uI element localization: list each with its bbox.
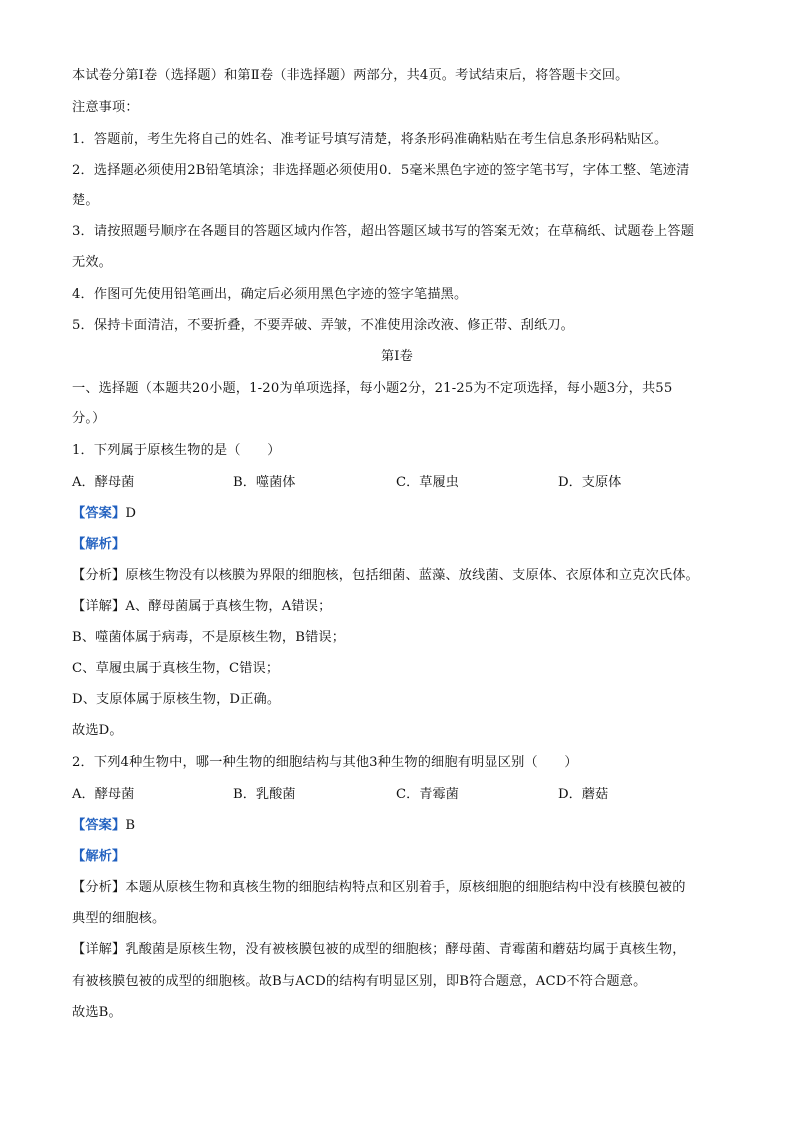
q2-fenxi-text-1: 本题从原核生物和真核生物的细胞结构特点和区别着手，原核细胞的细胞结构中没有核膜包被的: [125, 880, 686, 895]
note-4: 4．作图可先使用铅笔画出，确定后必须用黑色字迹的签字笔描黑。: [72, 287, 468, 302]
section-heading-line-2: 分。）: [72, 411, 106, 426]
q2-analysis-tag: [72, 848, 125, 866]
note-3-line-1: 3．请按照题号顺序在各题目的答题区域内作答，超出答题区域书写的答案无效；在草稿纸、试题卷上答题: [72, 224, 695, 239]
q2-option-a: A．酵母菌: [72, 787, 135, 802]
q2-detail-1: 乳酸菌是原核生物，没有被核膜包被的成型的细胞核；酵母菌、青霉菌和蘑菇均属于真核生物，: [125, 942, 686, 957]
q1-detail-2: B、噬菌体属于病毒，不是原核生物，B错误；: [72, 630, 346, 645]
q1-stem: 1．下列属于原核生物的是（ ）: [72, 443, 281, 458]
q1-option-d: D．支原体: [558, 475, 622, 490]
note-1: 1．答题前，考生先将自己的姓名、准考证号填写清楚，将条形码准确粘贴在考生信息条形码粘贴区。: [72, 132, 668, 147]
q2-detail: [72, 941, 686, 959]
fenxi-tag: 【分析】: [72, 568, 126, 583]
q1-fenxi: [72, 567, 699, 585]
detail-tag: 【详解】: [72, 942, 126, 957]
q2-answer: [72, 817, 135, 835]
q2-answer-value: B: [125, 818, 136, 833]
q1-detail: [72, 598, 331, 616]
q1-detail-1: A、酵母菌属于真核生物，A错误；: [125, 599, 332, 614]
q2-conclusion: 故选B。: [72, 1005, 122, 1020]
q1-option-a: A．酵母菌: [72, 475, 135, 490]
q1-conclusion: 故选D。: [72, 723, 123, 738]
note-3-line-2: 无效。: [72, 255, 113, 270]
analysis-tag: 【解析】: [72, 849, 126, 864]
answer-tag: 【答案】: [72, 506, 126, 521]
section-title: 第Ⅰ卷: [380, 349, 414, 364]
answer-tag: 【答案】: [72, 818, 126, 833]
q2-stem: 2．下列4种生物中，哪一种生物的细胞结构与其他3种生物的细胞有明显区别（ ）: [72, 755, 578, 770]
q2-detail-2: 有被核膜包被的成型的细胞核。故B与ACD的结构有明显区别，即B符合题意，ACD不符合题意。: [72, 974, 647, 989]
intro-text: 本试卷分第Ⅰ卷（选择题）和第Ⅱ卷（非选择题）两部分，共4页。考试结束后，将答题卡交回。: [72, 68, 629, 83]
q1-detail-4: D、支原体属于原核生物，D正确。: [72, 692, 281, 707]
note-5: 5．保持卡面清洁，不要折叠，不要弄破、弄皱，不准使用涂改液、修正带、刮纸刀。: [72, 318, 575, 333]
q2-fenxi-text-2: 典型的细胞核。: [72, 911, 166, 926]
q1-detail-3: C、草履虫属于真核生物，C错误；: [72, 661, 280, 676]
analysis-tag: 【解析】: [72, 537, 126, 552]
q2-option-d: D．蘑菇: [558, 787, 609, 802]
q1-option-b: B．噬菌体: [233, 475, 296, 490]
section-heading-line-1: 一、选择题（本题共20小题，1-20为单项选择，每小题2分，21-25为不定项选择，每小题3分，共55: [72, 381, 673, 396]
q2-option-b: B．乳酸菌: [233, 787, 296, 802]
q1-answer: [72, 505, 136, 523]
q1-analysis-tag: [72, 536, 125, 554]
q1-fenxi-text: 原核生物没有以核膜为界限的细胞核，包括细菌、蓝藻、放线菌、支原体、衣原体和立克次氏体。: [125, 568, 699, 583]
note-2-line-1: 2．选择题必须使用2B铅笔填涂；非选择题必须使用0．5毫米黑色字迹的签字笔书写，字体工整、笔迹清: [72, 163, 690, 178]
note-2-line-2: 楚。: [72, 193, 99, 208]
q2-fenxi: [72, 879, 686, 897]
fenxi-tag: 【分析】: [72, 880, 126, 895]
detail-tag: 【详解】: [72, 599, 126, 614]
notes-title: 注意事项：: [72, 100, 139, 115]
q2-option-c: C．青霉菌: [396, 787, 459, 802]
q1-option-c: C．草履虫: [396, 475, 459, 490]
q1-answer-value: D: [125, 506, 137, 521]
